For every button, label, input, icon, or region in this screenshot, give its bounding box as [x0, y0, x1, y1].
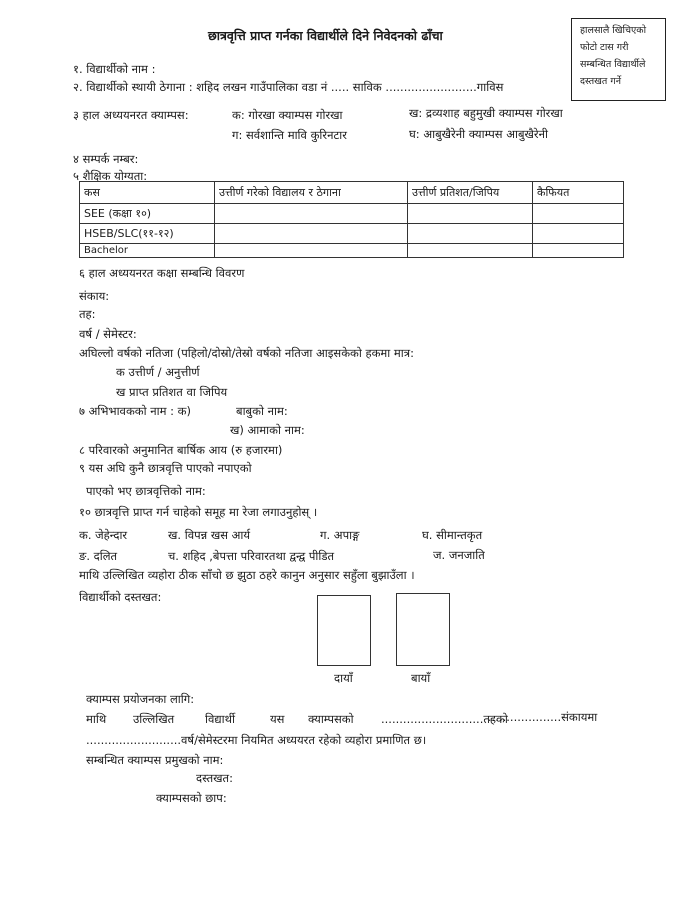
table-row-label: HSEB/SLC(११-१२) — [80, 224, 215, 244]
table-header-row — [80, 182, 624, 204]
student-name-label: १. विद्यार्थीको नाम : — [73, 62, 156, 76]
table-cell[interactable] — [533, 224, 624, 244]
passfail-label: क उत्तीर्ण / अनुत्तीर्ण — [116, 365, 200, 379]
campus-cert-word: क्याम्पसको — [308, 712, 354, 726]
campus-cert-word: माथि — [86, 712, 107, 726]
left-thumbprint-box[interactable] — [396, 593, 450, 666]
campus-option-gha: घ: आबुखैरेनी क्याम्पस आबुखैरेनी — [409, 127, 548, 141]
table-row-label: SEE (कक्षा १०) — [80, 204, 215, 224]
campus-use-heading: क्याम्पस प्रयोजनका लागि: — [86, 692, 195, 706]
table-cell[interactable] — [215, 224, 408, 244]
mother-name-label: ख) आमाको नाम: — [230, 423, 305, 437]
guardian-label: ७ अभिभावकको नाम : क) — [79, 404, 191, 418]
prev-scholarship-name-label: पाएको भए छात्रवृत्तिको नाम: — [86, 484, 206, 498]
form-title: छात्रवृत्ति प्राप्त गर्नका विद्यार्थीले दिने निवेदनको ढाँचा — [208, 28, 443, 43]
education-label: ५ शैक्षिक योग्यता: — [73, 169, 148, 183]
level-blank[interactable]: ............................तहको — [381, 712, 508, 726]
address-label: २. विद्यार्थीको स्थायी ठेगाना : शहिद लखन गाउँपालिका वडा नं ..... साविक .........................गाविस — [73, 80, 504, 94]
table-header: कस — [80, 182, 215, 204]
table-header: उत्तीर्ण प्रतिशत/जिपिय — [408, 182, 533, 204]
campus-cert-line2: ..........................वर्ष/सेमेस्टरमा नियमित अध्ययरत रहेको व्यहोरा प्रमाणित छ। — [86, 733, 427, 747]
campus-chief-name-label: सम्बन्धित क्याम्पस प्रमुखको नाम: — [86, 753, 224, 767]
father-name-label: बाबुको नाम: — [236, 404, 288, 418]
group-option-nga[interactable]: ङ. दलित — [79, 549, 118, 563]
campus-cert-word: उल्लिखित — [133, 712, 175, 726]
table-row — [80, 224, 624, 244]
right-thumb-label: दायाँ — [334, 671, 353, 685]
group-option-cha[interactable]: च. शहिद ,बेपत्ता परिवारतथा द्वन्द्व पीडित — [168, 549, 335, 563]
group-option-ka[interactable]: क. जेहेन्दार — [79, 528, 128, 542]
photo-line-2: फोटो टास गरी — [580, 42, 629, 53]
group-option-gha[interactable]: घ. सीमान्तकृत — [422, 528, 483, 542]
table-cell[interactable] — [533, 204, 624, 224]
left-thumb-label: बायाँ — [411, 671, 431, 685]
current-campus-label: ३ हाल अध्ययनरत क्याम्पस: — [73, 108, 189, 122]
campus-cert-word: विद्यार्थी — [205, 712, 235, 726]
campus-cert-word: यस — [270, 712, 285, 726]
year-semester-label: वर्ष / सेमेस्टर: — [79, 327, 137, 341]
photo-line-3: सम्बन्धित विद्यार्थीले — [580, 59, 646, 70]
campus-stamp-label: क्याम्पसको छाप: — [156, 791, 227, 805]
group-option-kha[interactable]: ख. विपन्न खस आर्य — [168, 528, 251, 542]
table-row-label: Bachelor — [80, 244, 215, 258]
declaration-text: माथि उल्लिखित व्यहोरा ठीक साँचो छ झुठा ठहरे कानुन अनुसार सहुँला बुझाउँला । — [79, 568, 415, 582]
table-row — [80, 244, 624, 258]
signature-label: विद्यार्थीको दस्तखत: — [79, 590, 162, 604]
prev-result-label: अघिल्लो वर्षको नतिजा (पहिलो/दोस्रो/तेस्रो वर्षको नतिजा आइसकेको हकमा मात्र: — [79, 346, 415, 360]
right-thumbprint-box[interactable] — [317, 595, 371, 666]
group-option-ga[interactable]: ग. अपाङ्ग — [320, 528, 360, 542]
photo-line-4: दस्तखत गर्ने — [580, 76, 621, 87]
faculty-blank[interactable]: ....................संकायमा — [488, 710, 598, 724]
table-header: उत्तीर्ण गरेको विद्यालय र ठेगाना — [215, 182, 408, 204]
campus-option-kha: ख: द्रव्यशाह बहुमुखी क्याम्पस गोरखा — [409, 106, 563, 120]
section6-heading: ६ हाल अध्ययनरत कक्षा सम्बन्धि विवरण — [79, 266, 245, 280]
table-cell[interactable] — [408, 204, 533, 224]
contact-label: ४ सम्पर्क नम्बर: — [73, 152, 139, 166]
photo-box — [571, 18, 666, 101]
percent-label: ख प्राप्त प्रतिशत वा जिपिय — [116, 385, 228, 399]
table-cell[interactable] — [533, 244, 624, 258]
faculty-label: संकाय: — [79, 289, 110, 303]
group-option-ja[interactable]: ज. जनजाति — [433, 548, 485, 562]
campus-option-ga: ग: सर्वशान्ति मावि कुरिनटार — [232, 128, 347, 142]
table-cell[interactable] — [408, 244, 533, 258]
family-income-label: ८ परिवारको अनुमानित बार्षिक आय (रु हजारमा) — [79, 443, 283, 457]
table-cell[interactable] — [215, 204, 408, 224]
table-header: कैफियत — [533, 182, 624, 204]
photo-line-1: हालसालै खिचिएको — [580, 25, 647, 36]
table-row — [80, 204, 624, 224]
education-table — [79, 181, 624, 258]
level-label: तह: — [79, 307, 96, 321]
campus-option-ka: क: गोरखा क्याम्पस गोरखा — [232, 108, 343, 122]
campus-chief-sign-label: दस्तखत: — [196, 771, 233, 785]
table-cell[interactable] — [408, 224, 533, 244]
table-cell[interactable] — [215, 244, 408, 258]
prev-scholarship-q: ९ यस अघि कुनै छात्रवृत्ति पाएको नपाएको — [79, 461, 252, 475]
section10-heading: १० छात्रवृत्ति प्राप्त गर्न चाहेको समूह मा रेजा लगाउनुहोस् । — [79, 505, 318, 519]
